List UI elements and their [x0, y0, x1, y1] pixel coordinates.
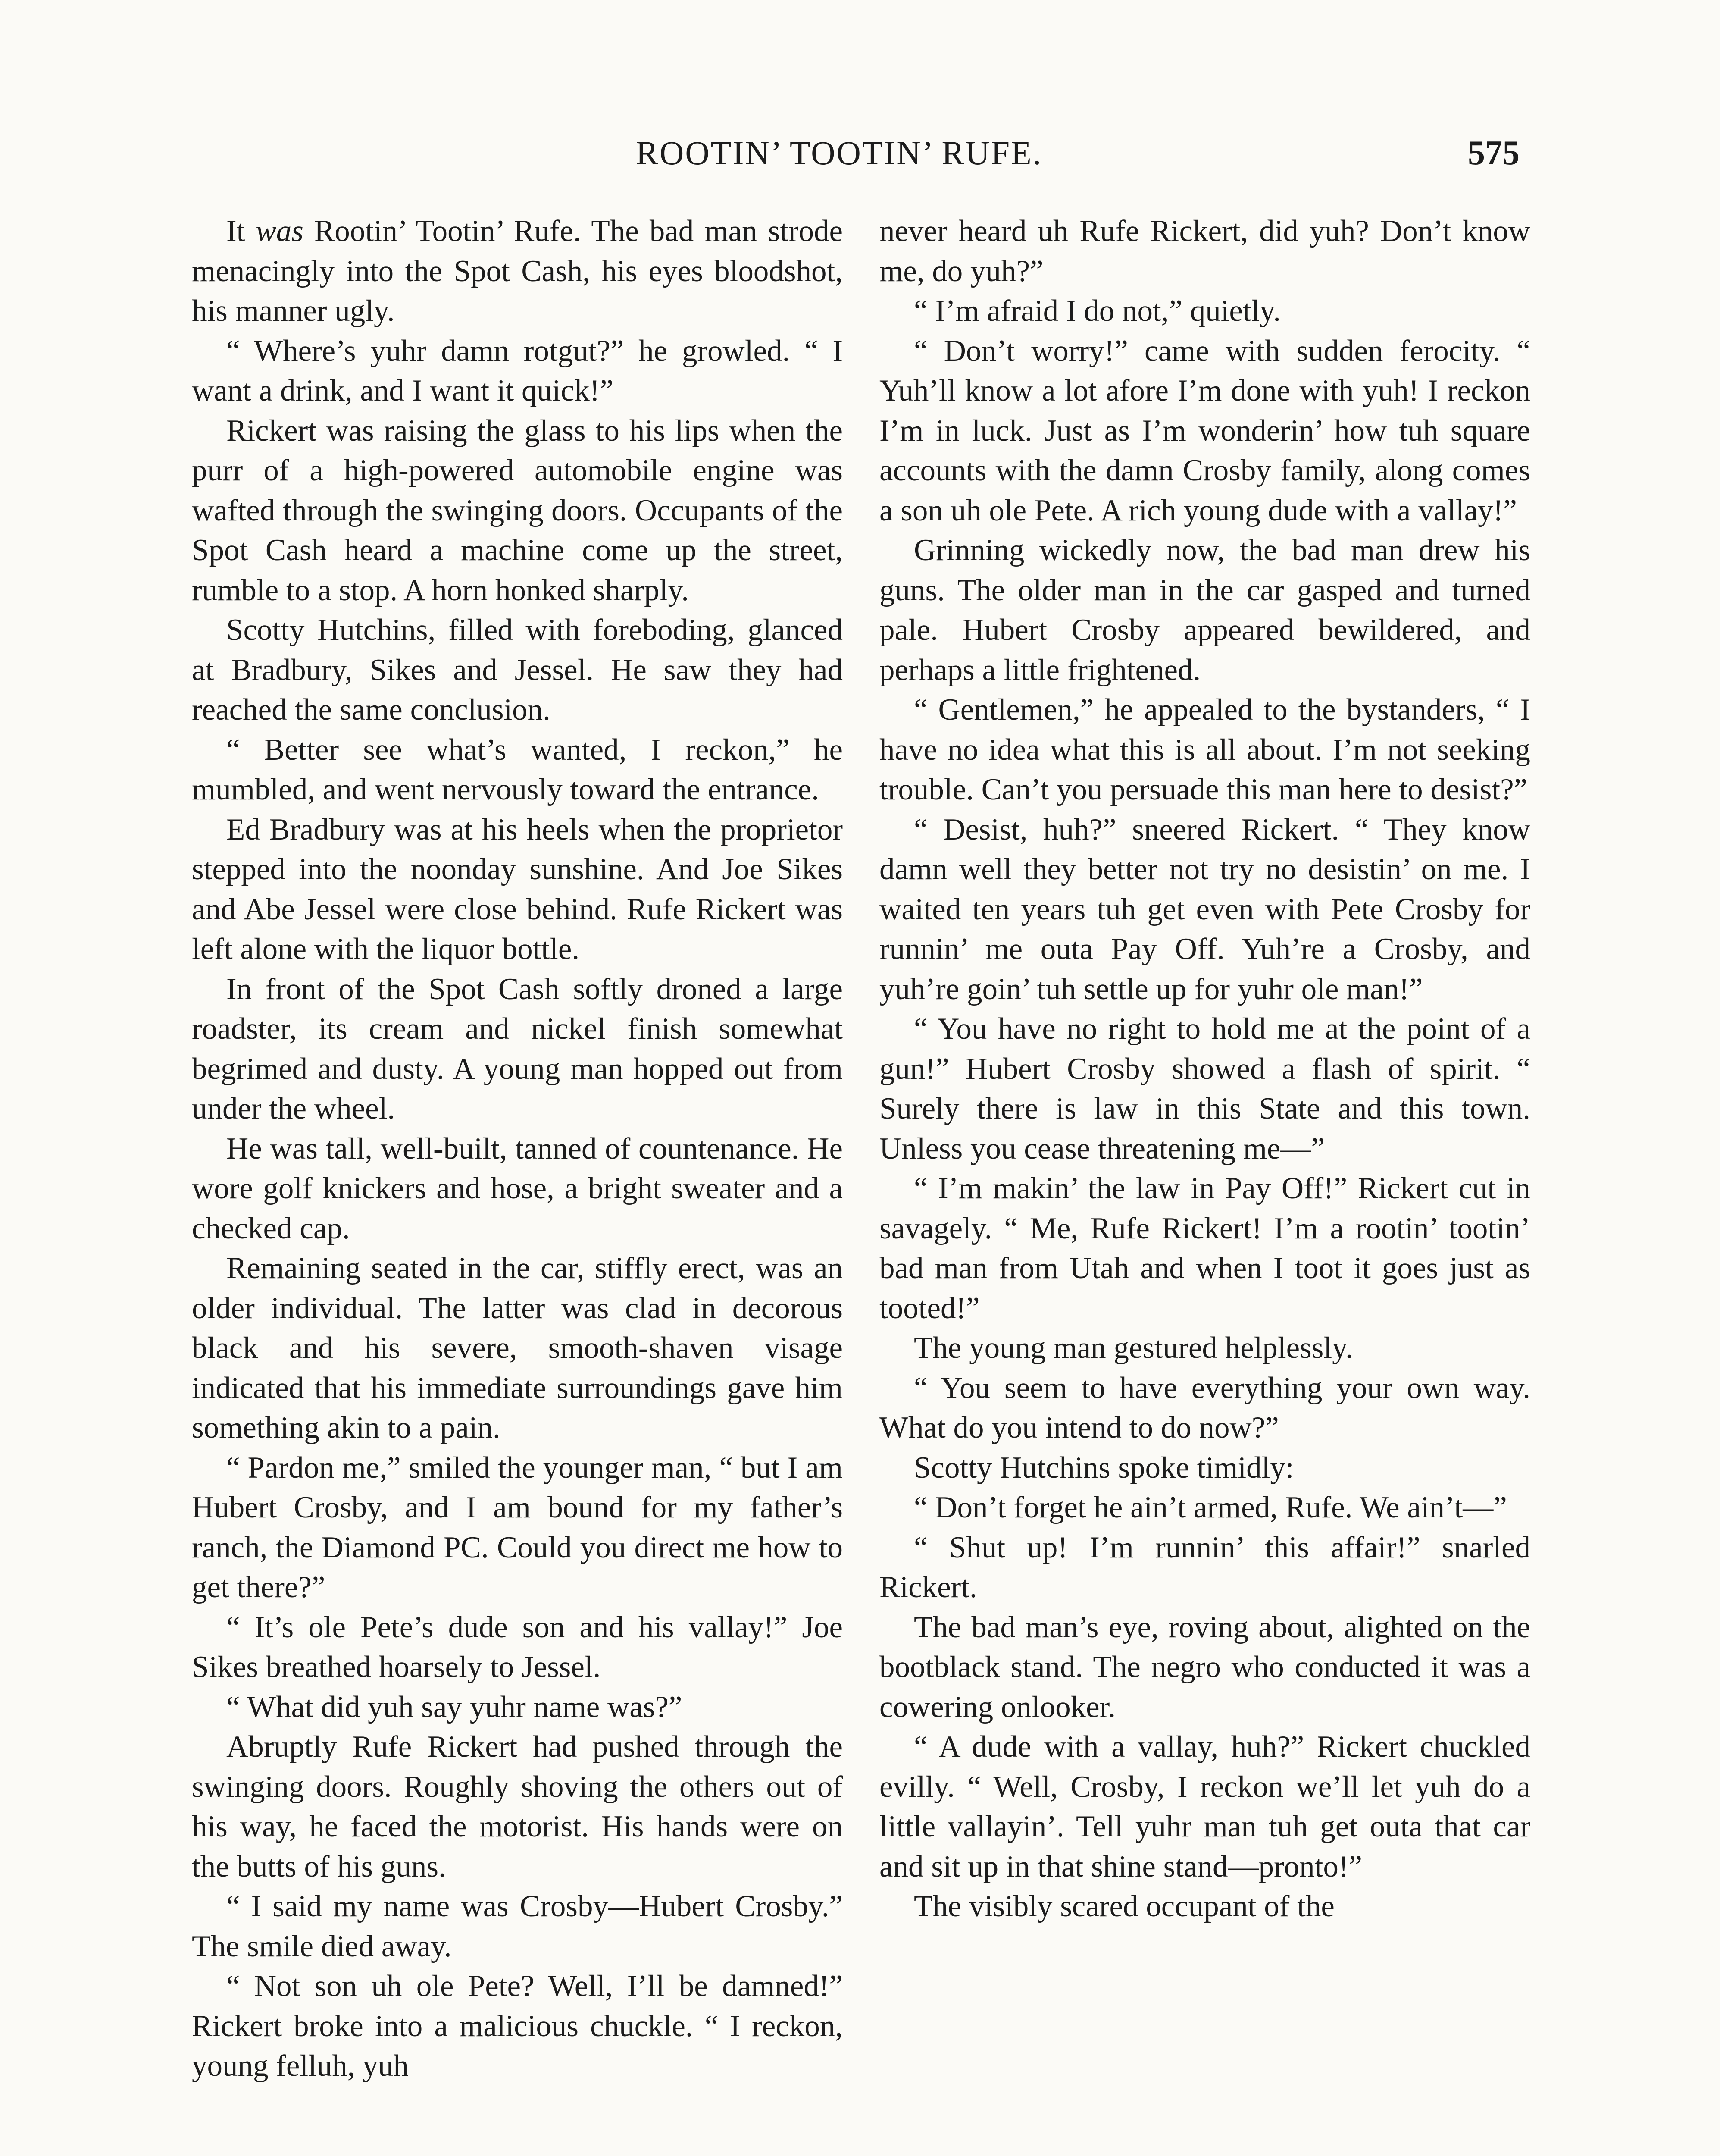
paragraph: “ Where’s yuhr damn rotgut?” he growled. “ I want a drink, and I want it quick!” [192, 334, 843, 407]
paragraph: The young man gestured helplessly. [914, 1331, 1353, 1365]
paragraph: It was Rootin’ Tootin’ Rufe. The bad man strode menacingly into the Spot Cash, his eyes bloodshot, his manner ugly. [192, 214, 843, 328]
paragraph: He was tall, well-built, tanned of countenance. He wore golf knickers and hose, a bright sweater and a checked cap. [192, 1131, 843, 1245]
paragraph: “ I’m makin’ the law in Pay Off!” Rickert cut in savagely. “ Me, Rufe Rickert! I’m a rootin’ tootin’ bad man from Utah and when I toot it goes just as tooted!” [879, 1172, 1530, 1325]
paragraph: “ Pardon me,” smiled the younger man, “ but I am Hubert Crosby, and I am bound for my father’s ranch, the Diamond PC. Could you direct me how to get there?” [192, 1451, 843, 1604]
paragraph: “ What did yuh say yuhr name was?” [226, 1690, 682, 1724]
paragraph: “ I’m afraid I do not,” quietly. [914, 294, 1281, 328]
paragraph: The visibly scared occupant of the [914, 1890, 1335, 1923]
paragraph: “ A dude with a vallay, huh?” Rickert chuckled evilly. “ Well, Crosby, I reckon we’ll let yuh do a little vallayin’. Tell yuhr man tuh get outa that car and sit up in that shine stand—pronto!” [879, 1730, 1530, 1883]
left-column [192, 211, 843, 2086]
paragraph: “ You have no right to hold me at the point of a gun!” Hubert Crosby showed a flash of spirit. “ Surely there is law in this State and this town. Unless you cease threatening me—” [879, 1012, 1530, 1166]
paragraph: In front of the Spot Cash softly droned a large roadster, its cream and nickel finish somewhat begrimed and dusty. A young man hopped out from under the wheel. [192, 972, 843, 1125]
paragraph: “ You seem to have everything your own way. What do you intend to do now?” [879, 1371, 1530, 1445]
paragraph: Scotty Hutchins, filled with foreboding, glanced at Bradbury, Sikes and Jessel. He saw they had reached the same conclusion. [192, 613, 843, 727]
paragraph: Ed Bradbury was at his heels when the proprietor stepped into the noonday sunshine. And Joe Sikes and Abe Jessel were close behind. Rufe Rickert was left alone with the liquor bottle. [192, 812, 843, 966]
right-column [879, 211, 1530, 1927]
paragraph: “ Desist, huh?” sneered Rickert. “ They know damn well they better not try no desistin’ on me. I waited ten years tuh get even with Pete Crosby for runnin’ me outa Pay Off. Yuh’re a Crosby, and yuh’re goin’ tuh settle up for yuhr ole man!” [879, 812, 1530, 1006]
page-number: 575 [1468, 134, 1520, 172]
paragraph: The bad man’s eye, roving about, alighted on the bootblack stand. The negro who conducted it was a cowering onlooker. [879, 1610, 1530, 1724]
paragraph: “ Gentlemen,” he appealed to the bystanders, “ I have no idea what this is all about. I’m not seeking trouble. Can’t you persuade this man here to desist?” [879, 693, 1530, 806]
paragraph: “ Don’t worry!” came with sudden ferocity. “ Yuh’ll know a lot afore I’m done with yuh! I reckon I’m in luck. Just as I’m wonderin’ how tuh square accounts with the damn Crosby family, along comes a son uh ole Pete. A rich young dude with a vallay!” [879, 334, 1530, 527]
paragraph: “ Better see what’s wanted, I reckon,” he mumbled, and went nervously toward the entrance. [192, 733, 843, 806]
paragraph: Remaining seated in the car, stiffly erect, was an older individual. The latter was clad in decorous black and his severe, smooth-shaven visage indicated that his immediate surroundings gave him something akin to a pain. [192, 1251, 843, 1445]
running-title: ROOTIN’ TOOTIN’ RUFE. [636, 134, 1043, 172]
paragraph: “ Don’t forget he ain’t armed, Rufe. We ain’t—” [914, 1491, 1507, 1524]
paragraph: “ I said my name was Crosby—Hubert Crosby.” The smile died away. [192, 1890, 843, 1963]
emphasis: was [256, 214, 303, 248]
paragraph: Scotty Hutchins spoke timidly: [914, 1451, 1294, 1485]
paragraph: “ Not son uh ole Pete? Well, I’ll be damned!” Rickert broke into a malicious chuckle. “ I reckon, young felluh, yuh [192, 1969, 843, 2083]
paragraph: Abruptly Rufe Rickert had pushed through the swinging doors. Roughly shoving the others out of his way, he faced the motorist. His hands were on the butts of his guns. [192, 1730, 843, 1883]
paragraph: Grinning wickedly now, the bad man drew his guns. The older man in the car gasped and turned pale. Hubert Crosby appeared bewildered, and perhaps a little frightened. [879, 533, 1530, 687]
paragraph: “ It’s ole Pete’s dude son and his vallay!” Joe Sikes breathed hoarsely to Jessel. [192, 1610, 843, 1684]
running-head [0, 129, 1720, 177]
paragraph: “ Shut up! I’m runnin’ this affair!” snarled Rickert. [879, 1530, 1530, 1604]
paragraph: Rickert was raising the glass to his lips when the purr of a high-powered automobile engine was wafted through the swinging doors. Occupants of the Spot Cash heard a machine come up the street, rumble to a stop. A horn honked sharply. [192, 414, 843, 607]
paragraph-continued: never heard uh Rufe Rickert, did yuh? Don’t know me, do yuh?” [879, 214, 1530, 288]
